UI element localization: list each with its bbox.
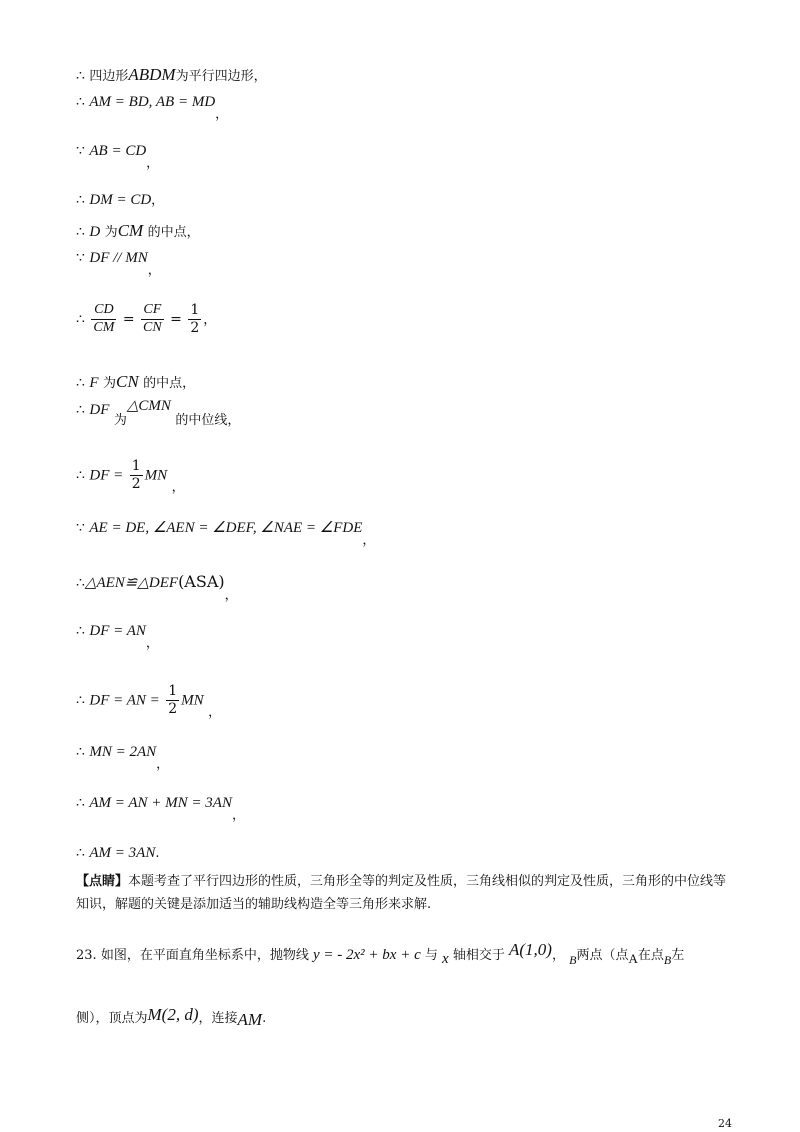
numerator: 1 <box>131 458 141 474</box>
math-expr: DF = AN = <box>89 692 160 709</box>
line-2 <box>76 94 229 122</box>
math-expr: B <box>569 953 577 967</box>
therefore-symbol: ∴ <box>76 795 85 811</box>
therefore-symbol: ∴ <box>76 375 85 391</box>
denominator: CM <box>93 319 115 335</box>
line-12 <box>76 572 238 603</box>
question-23-line-2 <box>76 1007 736 1027</box>
text: ， <box>208 705 222 721</box>
text: ， <box>551 948 565 963</box>
text: . <box>262 1011 267 1026</box>
because-symbol: ∵ <box>76 143 85 159</box>
text: 侧），顶点为 <box>76 1011 148 1026</box>
therefore-symbol: ∴ <box>76 744 85 760</box>
numerator: CD <box>91 302 116 320</box>
fraction <box>91 302 116 337</box>
text: ， <box>147 263 161 278</box>
math-expr: x <box>442 951 449 967</box>
denominator: CN <box>143 319 162 335</box>
fraction <box>130 458 143 493</box>
fraction <box>188 302 201 337</box>
text: 为 <box>104 225 118 240</box>
commentary-tag: 【点睛】 <box>76 874 129 889</box>
line-13 <box>76 623 159 651</box>
math-expr: CM <box>117 221 144 240</box>
text: . <box>155 846 160 861</box>
text: 轴相交于 <box>452 948 505 963</box>
text: ， <box>231 808 245 823</box>
math-expr: MN <box>181 692 204 709</box>
line-9 <box>76 398 241 428</box>
math-expr: △CMN <box>126 398 171 414</box>
numerator: 1 <box>190 302 200 318</box>
text: 四边形 <box>89 69 129 84</box>
denominator: 2 <box>131 475 141 492</box>
math-expr: M(2, d) <box>147 1005 199 1024</box>
therefore-symbol: ∴ <box>76 692 85 709</box>
math-expr: y = - 2x² + bx + c <box>312 947 421 963</box>
math-expr: DF = AN <box>89 623 146 639</box>
because-symbol: ∵ <box>76 250 85 266</box>
fraction <box>166 683 179 718</box>
text: ， <box>203 312 217 328</box>
line-3 <box>76 143 160 171</box>
math-expr: A(1,0) <box>509 940 552 959</box>
numerator: 1 <box>168 683 178 699</box>
math-expr: D <box>89 224 101 240</box>
text: 的中位线， <box>175 413 241 428</box>
line-14 <box>76 683 222 721</box>
text: ， <box>215 107 229 122</box>
therefore-symbol: ∴ <box>76 623 85 639</box>
math-expr: (ASA) <box>178 572 225 591</box>
denominator: 2 <box>190 319 200 336</box>
math-expr: MN = 2AN <box>89 744 157 760</box>
math-expr: △AEN≌△DEF <box>84 575 179 591</box>
math-expr: AM <box>237 1010 263 1029</box>
therefore-symbol: ∴ <box>76 192 85 208</box>
question-23 <box>76 940 736 967</box>
text: 的中点， <box>147 225 200 240</box>
math-expr: B <box>663 953 672 967</box>
equals: = <box>122 311 135 328</box>
text: 为 <box>113 413 127 428</box>
therefore-symbol: ∴ <box>76 224 85 240</box>
text: ， <box>171 480 185 496</box>
line-4 <box>76 193 164 208</box>
line-8 <box>76 373 195 391</box>
text: ， <box>156 757 170 772</box>
therefore-symbol: ∴ <box>76 94 85 110</box>
therefore-symbol: ∴ <box>76 311 85 328</box>
text: ， <box>224 588 238 603</box>
line-1 <box>76 66 267 83</box>
because-symbol: ∵ <box>76 520 85 536</box>
question-number: 23. <box>76 948 97 963</box>
math-expr: AM = 3AN <box>89 845 156 861</box>
text: 如图，在平面直角坐标系中，抛物线 <box>100 948 309 963</box>
math-expr: DF = <box>89 467 124 484</box>
math-expr: AM = AN + MN = 3AN <box>89 795 232 811</box>
text: ， <box>362 533 376 548</box>
math-expr: AE = DE, ∠AEN = ∠DEF, ∠NAE = ∠FDE <box>89 520 363 536</box>
therefore-symbol: ∴ <box>76 467 85 484</box>
math-expr: AB = CD <box>89 143 147 159</box>
denominator: 2 <box>168 700 178 717</box>
line-5 <box>76 222 200 240</box>
commentary-text: 本题考查了平行四边形的性质，三角形全等的判定及性质，三角线相似的判定及性质，三角形的中位线等知识，解题的关键是添加适当的辅助线构造全等三角形来求解. <box>76 874 727 912</box>
line-7 <box>76 302 216 337</box>
line-17 <box>76 846 159 861</box>
math-expr: DF // MN <box>89 250 148 266</box>
therefore-symbol: ∴ <box>76 575 85 591</box>
line-6 <box>76 250 161 278</box>
line-10 <box>76 458 185 496</box>
therefore-symbol: ∴ <box>76 402 85 418</box>
equals: = <box>170 311 182 328</box>
page-number: 24 <box>718 1117 732 1130</box>
math-expr: A <box>628 951 638 966</box>
text: 与 <box>424 948 438 963</box>
fraction <box>141 302 164 337</box>
math-expr: MN <box>144 467 168 484</box>
line-11 <box>76 520 376 548</box>
text: ， <box>146 156 160 171</box>
math-expr: F <box>89 375 99 391</box>
therefore-symbol: ∴ <box>76 68 85 84</box>
therefore-symbol: ∴ <box>76 845 85 861</box>
math-expr: DF <box>89 402 110 418</box>
math-expr: ABDM <box>128 65 176 84</box>
math-expr: CN <box>116 372 139 391</box>
line-16 <box>76 795 245 823</box>
numerator: CF <box>141 302 164 320</box>
text: 左 <box>671 948 685 963</box>
text: 在点 <box>637 948 664 963</box>
text: ， <box>151 193 165 208</box>
line-15 <box>76 744 170 772</box>
text: ， <box>145 636 159 651</box>
text: 两点（点 <box>576 948 629 963</box>
text: 为平行四边形， <box>175 69 267 84</box>
math-expr: AM = BD, AB = MD <box>89 94 216 110</box>
text: 为 <box>103 376 117 391</box>
commentary-paragraph <box>76 871 736 917</box>
text: 的中点， <box>143 376 196 391</box>
math-expr: DM = CD <box>89 192 152 208</box>
text: ，连接 <box>198 1011 238 1026</box>
